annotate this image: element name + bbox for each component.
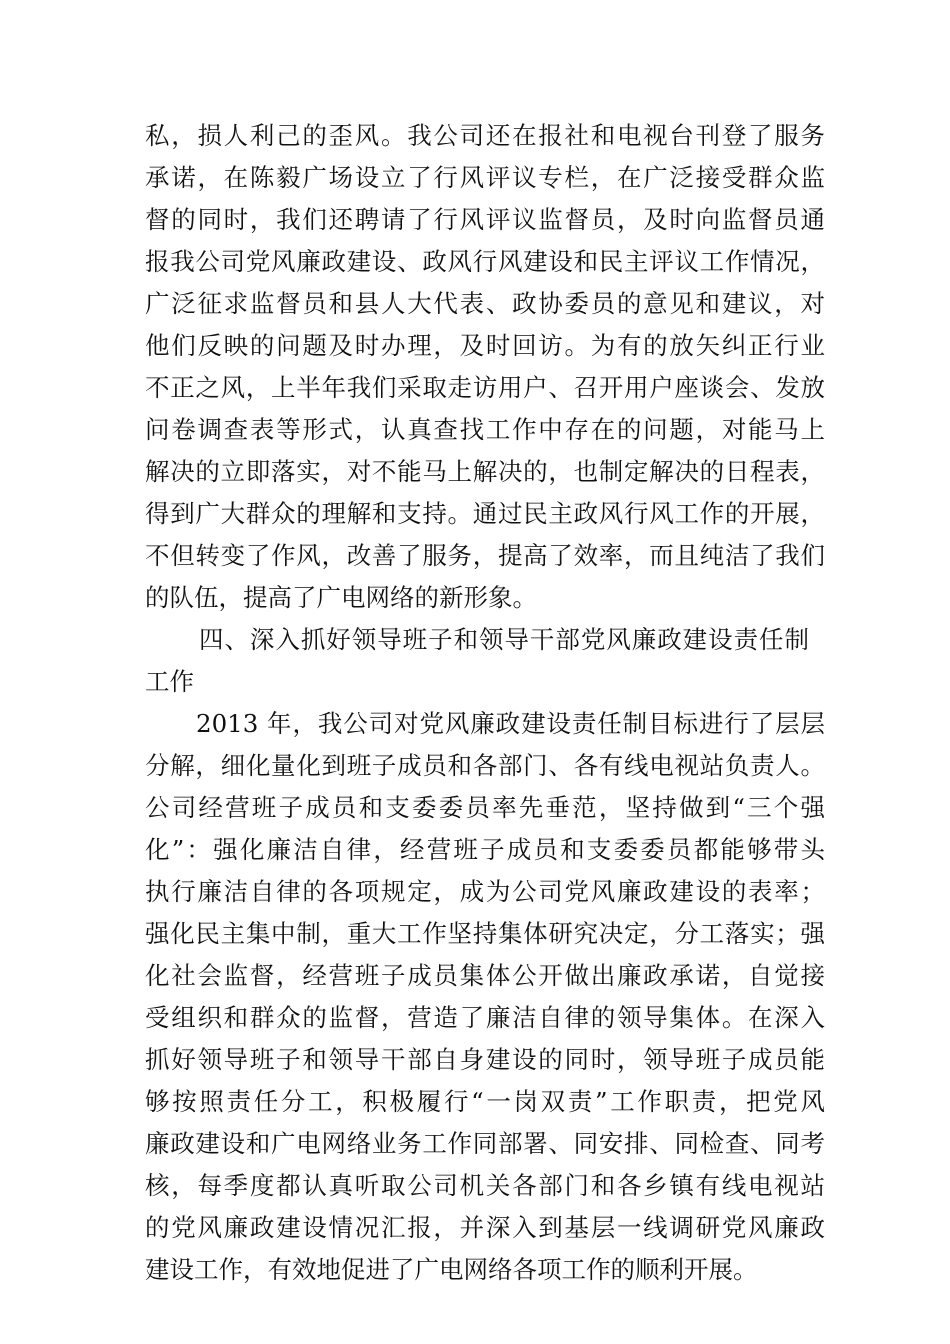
text-line: 解决的立即落实，对不能马上解决的，也制定解决的日程表， — [145, 457, 825, 486]
text-line: 抓好领导班子和领导干部自身建设的同时，领导班子成员能 — [145, 1045, 825, 1074]
text-line: 分解，细化量化到班子成员和各部门、各有线电视站负责人。 — [145, 751, 825, 780]
text-line: 不正之风，上半年我们采取走访用户、召开用户座谈会、发放 — [145, 373, 825, 402]
text-line: 受组织和群众的监督，营造了廉洁自律的领导集体。在深入 — [145, 1003, 825, 1032]
text-line: 得到广大群众的理解和支持。通过民主政风行风工作的开展， — [145, 499, 825, 528]
text-line: 建设工作，有效地促进了广电网络各项工作的顺利开展。 — [145, 1255, 758, 1284]
text-line: 化”：强化廉洁自律，经营班子成员和支委委员都能够带头 — [145, 835, 825, 864]
text-line: 化社会监督，经营班子成员集体公开做出廉政承诺，自觉接 — [145, 961, 825, 990]
text-line: 的党风廉政建设情况汇报，并深入到基层一线调研党风廉政 — [145, 1213, 825, 1242]
text-line: 2013 年，我公司对党风廉政建设责任制目标进行了层层 — [196, 709, 825, 738]
text-line: 强化民主集中制，重大工作坚持集体研究决定，分工落实；强 — [145, 919, 825, 948]
text-line: 核，每季度都认真听取公司机关各部门和各乡镇有线电视站 — [145, 1171, 825, 1200]
heading-line: 工作 — [145, 667, 194, 696]
text-line: 广泛征求监督员和县人大代表、政协委员的意见和建议，对 — [145, 289, 825, 318]
text-line: 执行廉洁自律的各项规定，成为公司党风廉政建设的表率； — [145, 877, 825, 906]
text-line: 他们反映的问题及时办理，及时回访。为有的放矢纠正行业 — [145, 331, 825, 360]
text-line: 问卷调查表等形式，认真查找工作中存在的问题，对能马上 — [145, 415, 825, 444]
text-line: 的队伍，提高了广电网络的新形象。 — [145, 583, 537, 612]
text-line: 公司经营班子成员和支委委员率先垂范，坚持做到“三个强 — [145, 793, 825, 822]
text-line: 私，损人利己的歪风。我公司还在报社和电视台刊登了服务 — [145, 121, 825, 150]
text-line: 廉政建设和广电网络业务工作同部署、同安排、同检查、同考 — [145, 1129, 825, 1158]
text-line: 不但转变了作风，改善了服务，提高了效率，而且纯洁了我们 — [145, 541, 825, 570]
heading-line: 四、深入抓好领导班子和领导干部党风廉政建设责任制 — [199, 625, 809, 654]
text-line: 承诺，在陈毅广场设立了行风评议专栏，在广泛接受群众监 — [145, 163, 825, 192]
text-line: 督的同时，我们还聘请了行风评议监督员，及时向监督员通 — [145, 205, 825, 234]
text-line: 够按照责任分工，积极履行“一岗双责”工作职责，把党风 — [145, 1087, 825, 1116]
text-line: 报我公司党风廉政建设、政风行风建设和民主评议工作情况， — [145, 247, 825, 276]
